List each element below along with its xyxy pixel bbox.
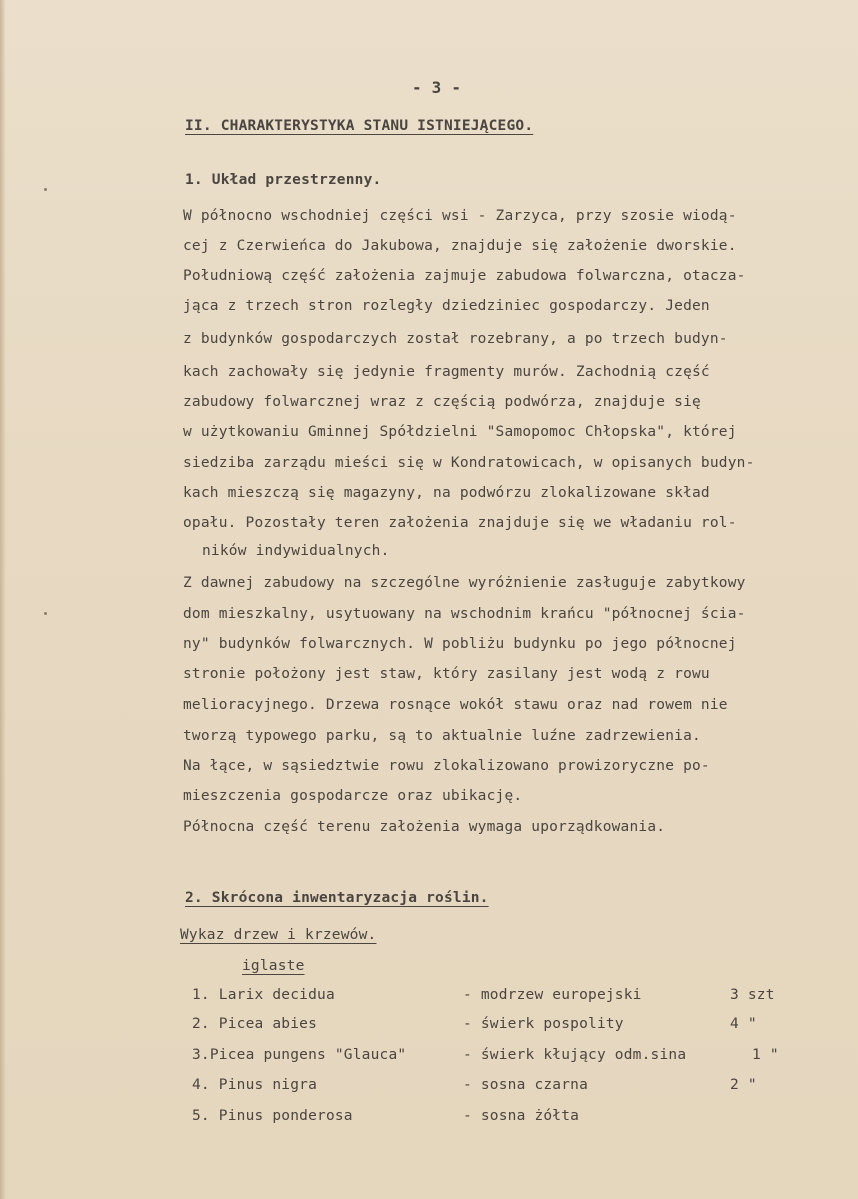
body-line: jąca z trzech stron rozległy dziedziniec gospodarczy. Jeden xyxy=(183,298,710,314)
plant-latin-name: 3.Picea pungens "Glauca" xyxy=(192,1047,407,1063)
body-line: mieszczenia gospodarcze oraz ubikację. xyxy=(183,788,523,804)
plant-polish-name: - sosna czarna xyxy=(463,1077,589,1093)
plant-polish-name: - sosna żółta xyxy=(463,1108,580,1124)
section-title: II. CHARAKTERYSTYKA STANU ISTNIEJĄCEGO. xyxy=(185,118,534,134)
plant-count: 3 szt xyxy=(730,987,775,1003)
body-line: kach mieszczą się magazyny, na podwórzu zlokalizowane skład xyxy=(183,485,710,501)
plant-count: 4 " xyxy=(730,1016,757,1032)
group-title: iglaste xyxy=(242,958,305,974)
body-line: dom mieszkalny, usytuowany na wschodnim krańcu "północnej ścia- xyxy=(183,606,746,622)
plant-latin-name: 1. Larix decidua xyxy=(192,987,335,1003)
body-line: cej z Czerwieńca do Jakubowa, znajduje się założenie dworskie. xyxy=(183,238,737,254)
body-line: Z dawnej zabudowy na szczególne wyróżnienie zasługuje zabytkowy xyxy=(183,575,746,591)
subsection-2-title: 2. Skrócona inwentaryzacja roślin. xyxy=(185,890,489,906)
body-line: Na łące, w sąsiedztwie rowu zlokalizowano prowizoryczne po- xyxy=(183,758,710,774)
plant-polish-name: - modrzew europejski xyxy=(463,987,642,1003)
body-line: zabudowy folwarcznej wraz z częścią podwórza, znajduje się xyxy=(183,394,701,410)
body-line: ny" budynków folwarcznych. W pobliżu budynku po jego północnej xyxy=(183,636,737,652)
plant-row xyxy=(0,987,858,1007)
subsection-1-title xyxy=(185,172,381,188)
body-line: stronie położony jest staw, który zasilany jest wodą z rowu xyxy=(183,666,710,682)
plant-polish-name: - świerk pospolity xyxy=(463,1016,624,1032)
body-line: tworzą typowego parku, są to aktualnie luźne zadrzewienia. xyxy=(183,728,701,744)
plant-latin-name: 4. Pinus nigra xyxy=(192,1077,318,1093)
body-line: Południową część założenia zajmuje zabudowa folwarczna, otacza- xyxy=(183,268,746,284)
body-line: siedziba zarządu mieści się w Kondratowicach, w opisanych budyn- xyxy=(183,455,755,471)
plant-latin-name: 2. Picea abies xyxy=(192,1016,318,1032)
plant-row xyxy=(0,1016,858,1036)
list-title: Wykaz drzew i krzewów. xyxy=(180,927,377,943)
body-line: W północno wschodniej części wsi - Zarzyca, przy szosie wiodą- xyxy=(183,208,737,224)
body-line: w użytkowaniu Gminnej Spółdzielni "Samopomoc Chłopska", której xyxy=(183,424,737,440)
plant-row xyxy=(0,1108,858,1128)
body-line: z budynków gospodarczych został rozebrany, a po trzech budyn- xyxy=(183,331,728,347)
plant-count: 1 " xyxy=(752,1047,779,1063)
plant-row xyxy=(0,1047,858,1067)
plant-polish-name: - świerk kłujący odm.sina xyxy=(463,1047,687,1063)
subsection-1-title-text: 1. Układ przestrzenny. xyxy=(185,172,382,188)
body-line: kach zachowały się jedynie fragmenty murów. Zachodnią część xyxy=(183,364,710,380)
margin-mark xyxy=(44,188,47,191)
margin-mark xyxy=(44,612,47,615)
plant-latin-name: 5. Pinus ponderosa xyxy=(192,1108,353,1124)
body-line: melioracyjnego. Drzewa rosnące wokół stawu oraz nad rowem nie xyxy=(183,697,728,713)
body-line: Północna część terenu założenia wymaga uporządkowania. xyxy=(183,819,666,835)
page-number: - 3 - xyxy=(412,78,462,97)
plant-count: 2 " xyxy=(730,1077,757,1093)
body-line: ników indywidualnych. xyxy=(202,543,390,559)
body-line: opału. Pozostały teren założenia znajduje się we władaniu rol- xyxy=(183,515,737,531)
plant-row xyxy=(0,1077,858,1097)
